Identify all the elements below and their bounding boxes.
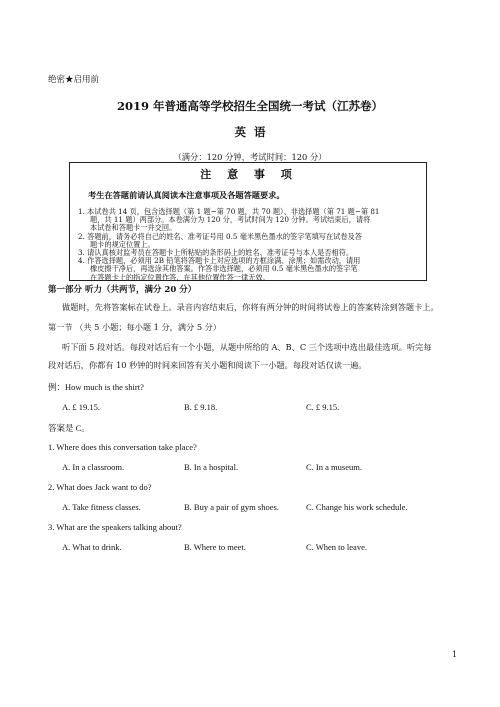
example-answer: 答案是 C。 <box>48 423 90 433</box>
q2-option-b: B. Buy a pair of gym shoes. <box>184 502 279 512</box>
q3-option-c: C. When to leave. <box>306 542 367 552</box>
part1-heading: 第一部分 听力（共两节，满分 20 分） <box>48 285 197 295</box>
question-2: 2. What does Jack want to do? <box>48 482 152 492</box>
exam-meta: （满分：120 分钟，考试时间：120 分） <box>173 152 327 162</box>
example-option-b: B. £ 9.18. <box>184 402 218 412</box>
notice-line: 橡皮擦干净后，再选涂其他答案。作答非选择题，必须用 0.5 毫米黑色墨水的签字笔 <box>90 264 358 274</box>
q3-option-a: A. What to drink. <box>62 542 122 552</box>
notice-line: 3. 请认真核对监考员在答题卡上所粘贴的条形码上的姓名、准考证号与本人是否相符。 <box>78 248 354 257</box>
notice-line: 2. 答题前，请务必将自己的姓名、准考证号用 0.5 毫米黑色墨水的签字笔填写在试卷及答 <box>78 231 362 241</box>
q2-option-a: A. Take fitness classes. <box>62 502 141 512</box>
example-option-c: C. £ 9.15. <box>306 402 340 412</box>
notice-line: 1. 本试卷共 14 页，包含选择题（第 1 题~第 70 题，共 70 题）、非选择题（第 71 题~第 81 <box>78 207 380 216</box>
exam-title: 2019 年普通高等学校招生全国统一考试（江苏卷） <box>116 99 383 113</box>
q2-option-c: C. Change his work schedule. <box>306 502 408 512</box>
question-1: 1. Where does this conversation take place? <box>48 442 197 452</box>
question-3: 3. What are the speakers talking about? <box>48 522 182 532</box>
notice-box <box>69 162 427 281</box>
section1-desc: 段对话后，你都有 10 秒钟的时间来回答有关小题和阅读下一小题。每段对话仅读一遍。 <box>48 360 367 370</box>
q1-option-c: C. In a museum. <box>306 462 362 472</box>
subject-title: 英语 <box>234 125 274 139</box>
confidential-label: 绝密★启用前 <box>48 75 100 85</box>
q3-option-b: B. Where to meet. <box>184 542 246 552</box>
notice-line: 在答题卡上的指定位置作答，在其他位置作答一律无效。 <box>90 272 270 282</box>
example-question: 例：How much is the shirt? <box>48 382 144 392</box>
part1-instruction: 做题时，先将答案标在试卷上。录音内容结束后，你将有两分钟的时间将试卷上的答案转涂到答题卡上。 <box>62 302 439 312</box>
q1-option-a: A. In a classroom. <box>62 462 125 472</box>
notice-title: 注 意 事 项 <box>200 168 298 181</box>
example-option-a: A. £ 19.15. <box>62 402 101 412</box>
section1-desc: 听下面 5 段对话。每段对话后有一个小题，从题中所给的 A、B、C 三个选项中选出最佳选项。听完每 <box>62 342 432 352</box>
notice-line: 题，共 11 题）两部分。本卷满分为 120 分，考试时间为 120 分钟。考试结束后，请将 <box>90 215 371 225</box>
page-number: 1 <box>452 650 458 659</box>
section1-heading: 第一节 （共 5 小题；每小题 1 分，满分 5 分） <box>48 322 222 332</box>
notice-line: 本试卷和答题卡一并交回。 <box>90 223 177 233</box>
q1-option-b: B. In a hospital. <box>184 462 239 472</box>
notice-line: 题卡的规定位置上。 <box>90 239 155 249</box>
notice-intro: 考生在答题前请认真阅读本注意事项及各题答题要求。 <box>88 190 285 200</box>
notice-line: 4. 作答选择题，必须用 2B 铅笔将答题卡上对应选项的方框涂满、涂黑；如需改动，请用 <box>78 256 361 266</box>
